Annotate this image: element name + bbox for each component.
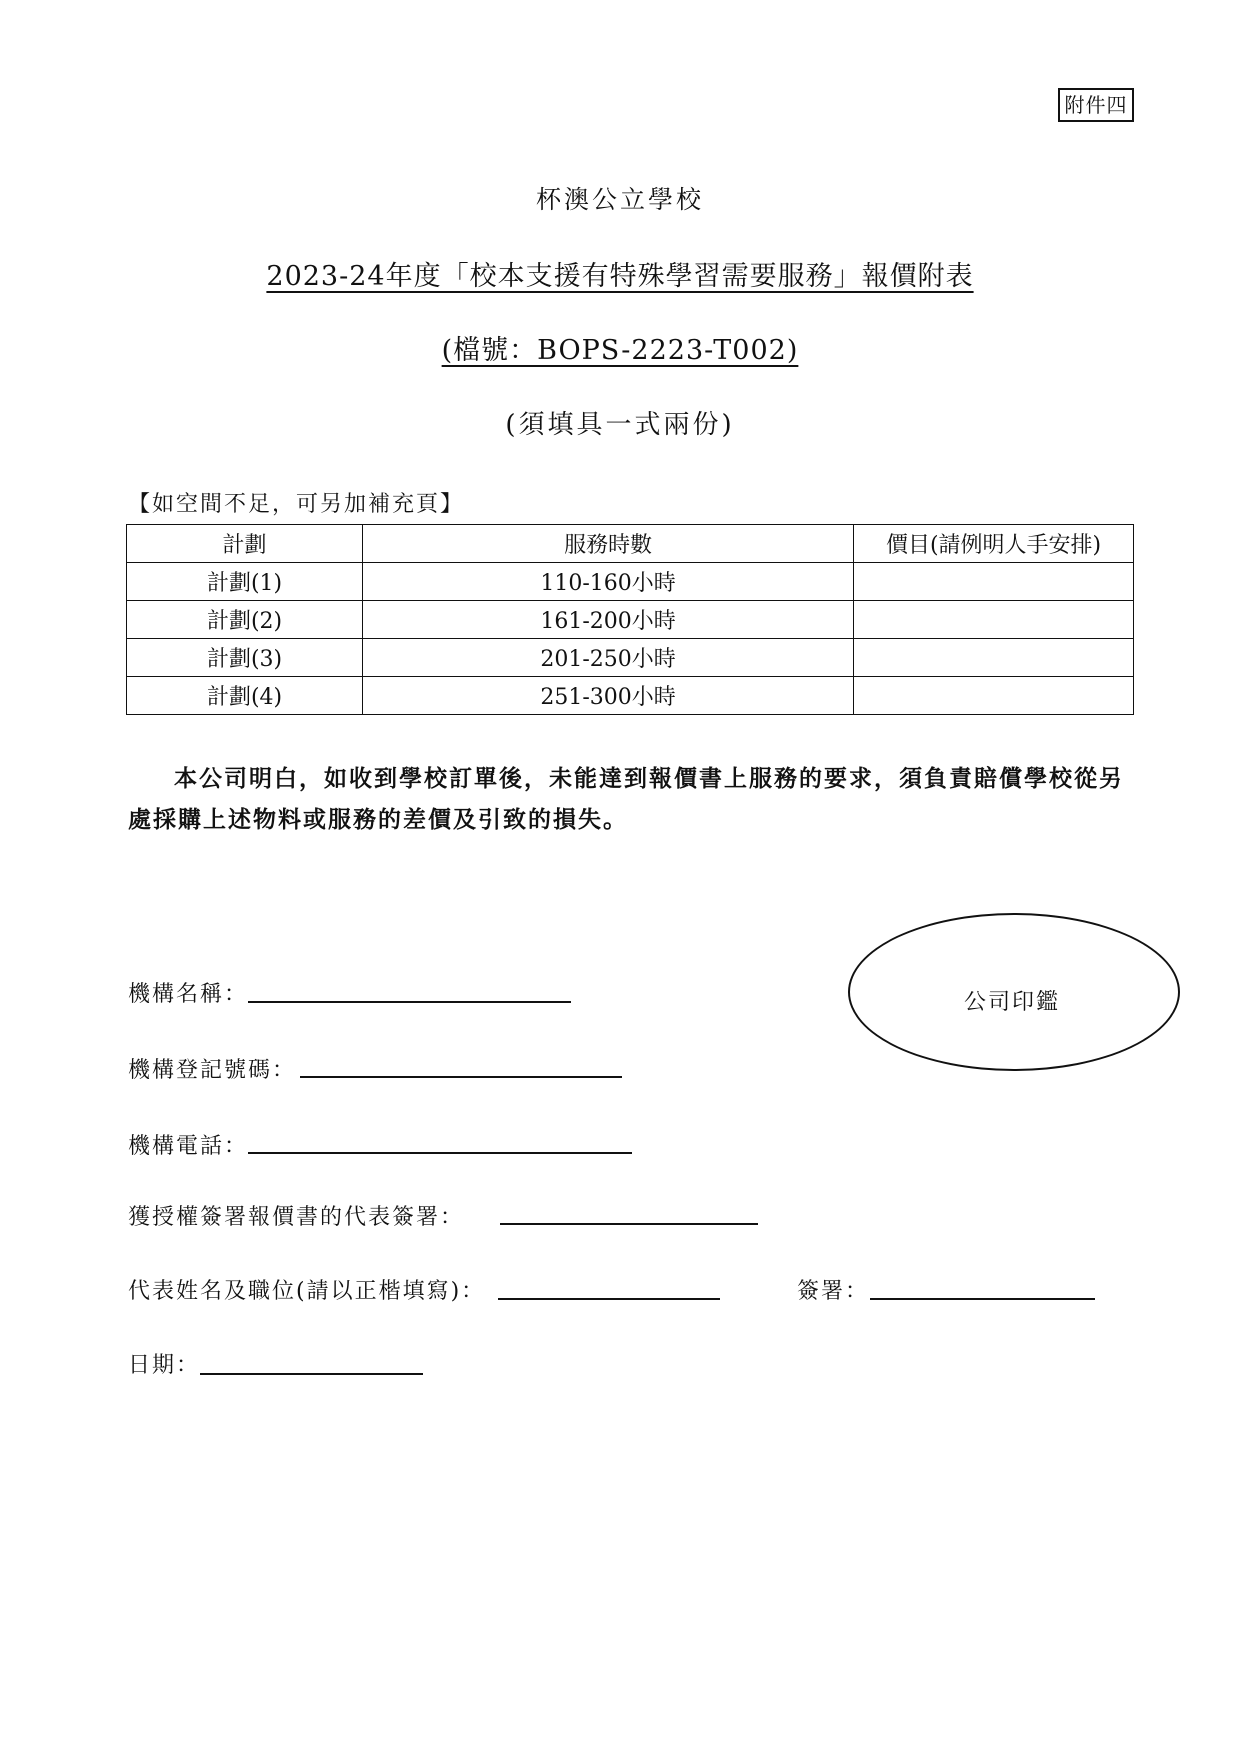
table-row [127, 639, 1134, 677]
company-seal-label: 公司印鑑 [963, 990, 1060, 1015]
signature-label: 簽署： [797, 1279, 870, 1304]
price-cell[interactable] [854, 677, 1134, 715]
header-plan: 計劃 [127, 525, 363, 563]
date-label: 日期： [128, 1353, 201, 1378]
hours-cell: 161-200小時 [363, 601, 854, 639]
document-title-text: 2023-24年度「校本支援有特殊學習需要服務」報價附表 [266, 261, 974, 292]
rep-name-title-label: 代表姓名及職位(請以正楷填寫)： [128, 1279, 486, 1304]
price-cell[interactable] [854, 639, 1134, 677]
rep-name-title-field[interactable] [498, 1298, 720, 1300]
plan-cell: 計劃(3) [127, 639, 363, 677]
org-reg-no-field[interactable] [300, 1076, 622, 1078]
header-price: 價目(請例明人手安排) [854, 525, 1134, 563]
price-cell[interactable] [854, 563, 1134, 601]
reference-number-text: (檔號：BOPS-2223-T002) [441, 335, 799, 366]
table-row [127, 601, 1134, 639]
org-phone-field[interactable] [248, 1152, 632, 1154]
copies-note: (須填具一式兩份) [505, 410, 735, 440]
document-title [0, 254, 1240, 293]
plan-cell: 計劃(4) [127, 677, 363, 715]
header-hours: 服務時數 [363, 525, 854, 563]
hours-cell: 251-300小時 [363, 677, 854, 715]
attachment-tag: 附件四 [1058, 88, 1134, 122]
quotation-table [126, 524, 1134, 715]
hours-cell: 110-160小時 [363, 563, 854, 601]
table-row [127, 677, 1134, 715]
reference-number [0, 328, 1240, 367]
org-reg-no-label: 機構登記號碼： [128, 1058, 297, 1083]
school-name: 杯澳公立學校 [535, 185, 704, 214]
authorized-signature-field[interactable] [500, 1223, 758, 1225]
org-name-field[interactable] [248, 1001, 571, 1003]
authorized-signature-label: 獲授權簽署報價書的代表簽署： [128, 1205, 465, 1230]
org-name-label: 機構名稱： [128, 982, 249, 1007]
hours-cell: 201-250小時 [363, 639, 854, 677]
price-cell[interactable] [854, 601, 1134, 639]
date-field[interactable] [200, 1373, 423, 1375]
declaration-paragraph: 本公司明白，如收到學校訂單後，未能達到報價書上服務的要求，須負責賠償學校從另處採購上述物料或服務的差價及引致的損失。 [128, 765, 1124, 833]
table-row [127, 563, 1134, 601]
table-note: 【如空間不足，可另加補充頁】 [128, 492, 465, 517]
table-header-row [127, 525, 1134, 563]
plan-cell: 計劃(1) [127, 563, 363, 601]
signature-field[interactable] [870, 1298, 1095, 1300]
plan-cell: 計劃(2) [127, 601, 363, 639]
org-phone-label: 機構電話： [128, 1134, 249, 1159]
